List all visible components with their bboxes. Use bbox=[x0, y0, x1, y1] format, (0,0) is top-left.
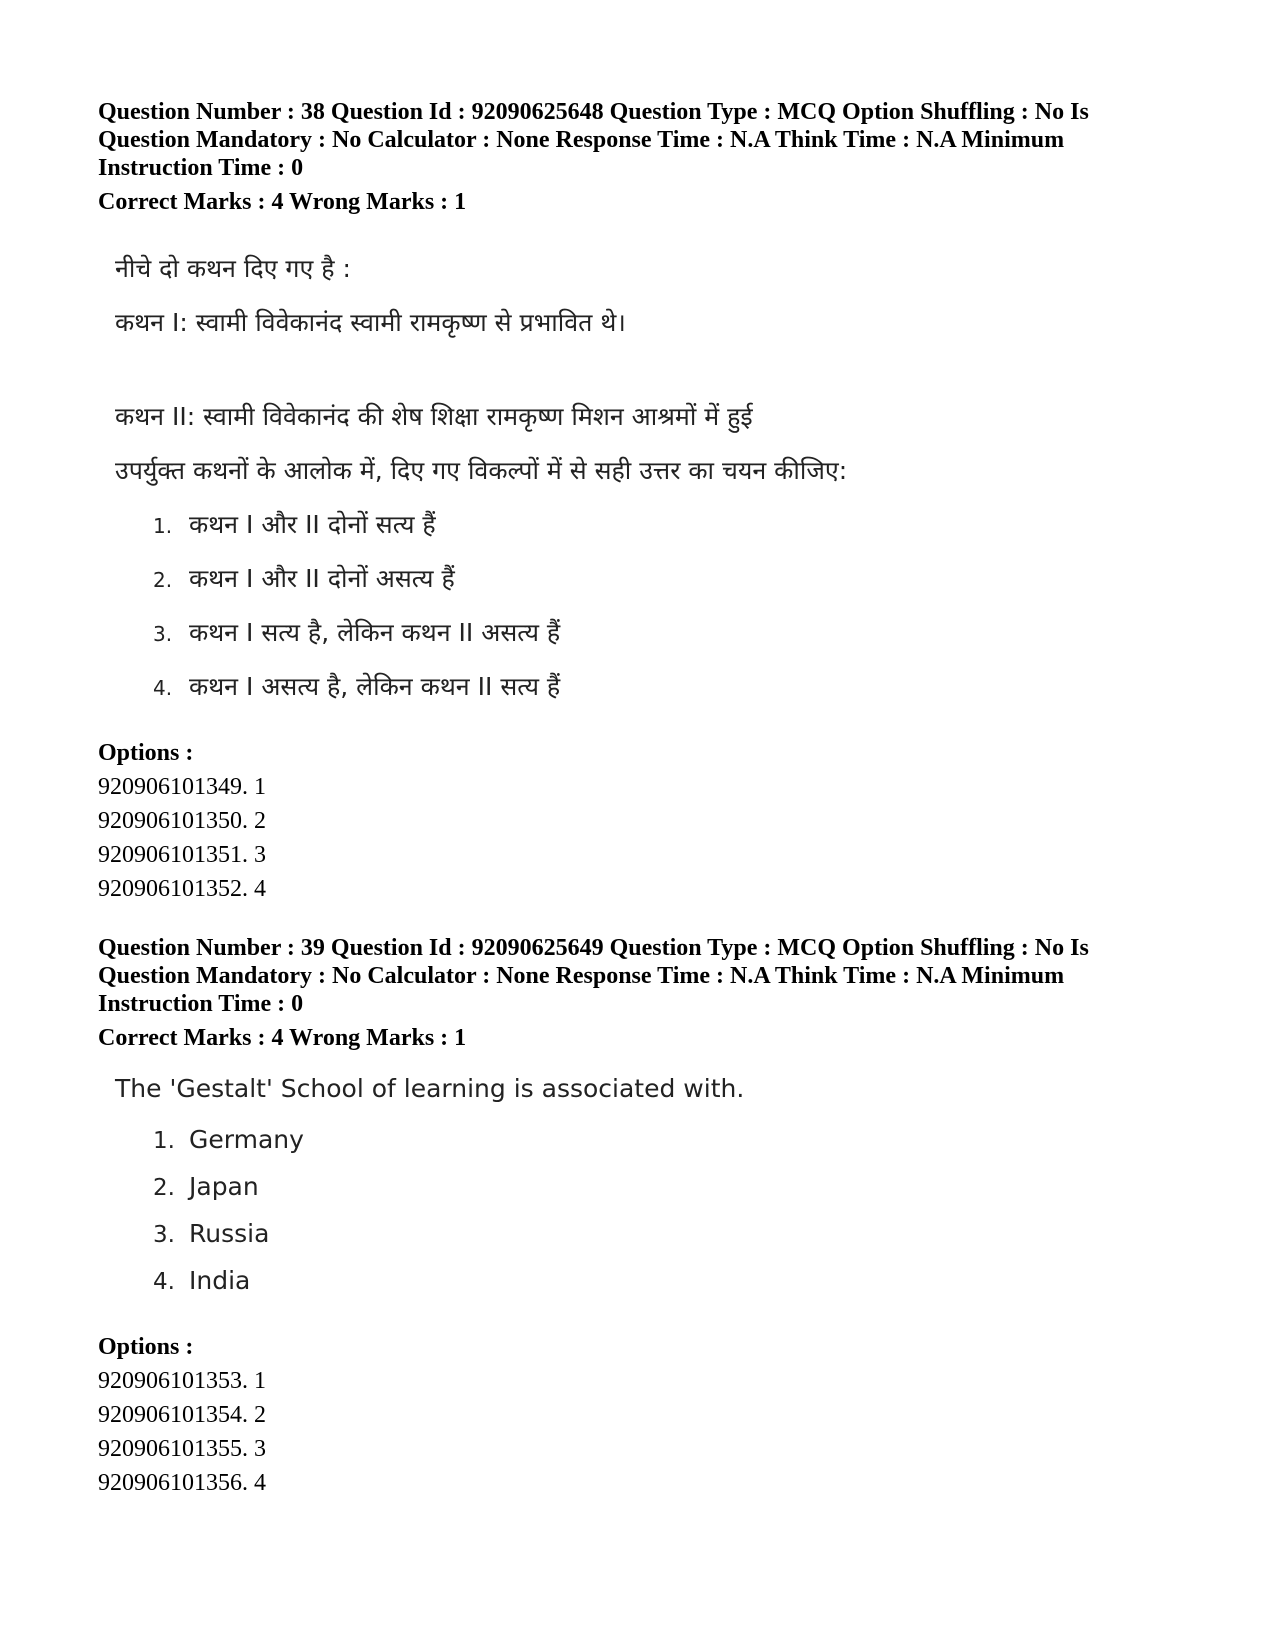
choice-text: Russia bbox=[189, 1219, 270, 1248]
option-row: 920906101356. 4 bbox=[98, 1470, 266, 1496]
option-row: 920906101354. 2 bbox=[98, 1402, 266, 1428]
question-intro: नीचे दो कथन दिए गए है : bbox=[115, 254, 351, 283]
option-row: 920906101349. 1 bbox=[98, 774, 266, 800]
question-body bbox=[115, 1074, 1188, 1304]
question-meta bbox=[98, 98, 1188, 182]
marks-line: Correct Marks : 4 Wrong Marks : 1 bbox=[98, 189, 467, 215]
choice-text: India bbox=[189, 1266, 251, 1295]
options-block bbox=[98, 1330, 1188, 1500]
choice-number: 3. bbox=[153, 622, 173, 646]
marks-line: Correct Marks : 4 Wrong Marks : 1 bbox=[98, 1025, 467, 1051]
meta-line: Question Number : 39 Question Id : 92090625649 Question Type : MCQ Option Shuffling : No Is bbox=[98, 935, 1089, 961]
meta-line: Question Number : 38 Question Id : 92090625648 Question Type : MCQ Option Shuffling : No Is bbox=[98, 99, 1089, 125]
meta-line: Question Mandatory : No Calculator : None Response Time : N.A Think Time : N.A Minimum bbox=[98, 963, 1065, 989]
option-row: 920906101353. 1 bbox=[98, 1368, 266, 1394]
spacer bbox=[115, 350, 1188, 390]
choice-item bbox=[153, 552, 1188, 606]
options-label: Options : bbox=[98, 1334, 194, 1360]
statement-2: कथन II: स्वामी विवेकानंद की शेष शिक्षा रामकृष्ण मिशन आश्रमों में हुई bbox=[115, 402, 753, 431]
question-39 bbox=[98, 934, 1188, 1500]
meta-line: Question Mandatory : No Calculator : None Response Time : N.A Think Time : N.A Minimum bbox=[98, 127, 1065, 153]
meta-line: Instruction Time : 0 bbox=[98, 991, 304, 1017]
option-row: 920906101352. 4 bbox=[98, 876, 266, 902]
options-block bbox=[98, 736, 1188, 906]
choice-text: Germany bbox=[189, 1125, 304, 1154]
choice-list bbox=[115, 498, 1188, 714]
choice-number: 1. bbox=[153, 1128, 175, 1154]
choice-item bbox=[153, 1257, 1188, 1304]
choice-text: Japan bbox=[189, 1172, 259, 1201]
options-label: Options : bbox=[98, 740, 194, 766]
choice-number: 4. bbox=[153, 676, 173, 700]
statement-1: कथन I: स्वामी विवेकानंद स्वामी रामकृष्ण से प्रभावित थे। bbox=[115, 308, 626, 337]
choice-text: कथन I और II दोनों सत्य हैं bbox=[189, 510, 436, 539]
question-instruction: उपर्युक्त कथनों के आलोक में, दिए गए विकल्पों में से सही उत्तर का चयन कीजिए: bbox=[115, 456, 848, 485]
choice-list bbox=[115, 1116, 1188, 1304]
question-stem: The 'Gestalt' School of learning is associated with. bbox=[115, 1074, 745, 1103]
option-row: 920906101355. 3 bbox=[98, 1436, 266, 1462]
question-38 bbox=[98, 98, 1188, 906]
choice-item bbox=[153, 606, 1188, 660]
choice-item bbox=[153, 1116, 1188, 1163]
question-meta bbox=[98, 934, 1188, 1018]
choice-item bbox=[153, 1163, 1188, 1210]
option-row: 920906101350. 2 bbox=[98, 808, 266, 834]
choice-number: 3. bbox=[153, 1222, 175, 1248]
choice-item bbox=[153, 498, 1188, 552]
option-row: 920906101351. 3 bbox=[98, 842, 266, 868]
question-body bbox=[115, 242, 1188, 714]
choice-number: 2. bbox=[153, 568, 173, 592]
choice-item bbox=[153, 1210, 1188, 1257]
meta-line: Instruction Time : 0 bbox=[98, 155, 304, 181]
choice-number: 4. bbox=[153, 1269, 175, 1295]
choice-number: 2. bbox=[153, 1175, 175, 1201]
choice-text: कथन I सत्य है, लेकिन कथन II असत्य हैं bbox=[189, 618, 561, 647]
choice-text: कथन I और II दोनों असत्य हैं bbox=[189, 564, 455, 593]
choice-item bbox=[153, 660, 1188, 714]
choice-number: 1. bbox=[153, 514, 173, 538]
choice-text: कथन I असत्य है, लेकिन कथन II सत्य हैं bbox=[189, 672, 561, 701]
